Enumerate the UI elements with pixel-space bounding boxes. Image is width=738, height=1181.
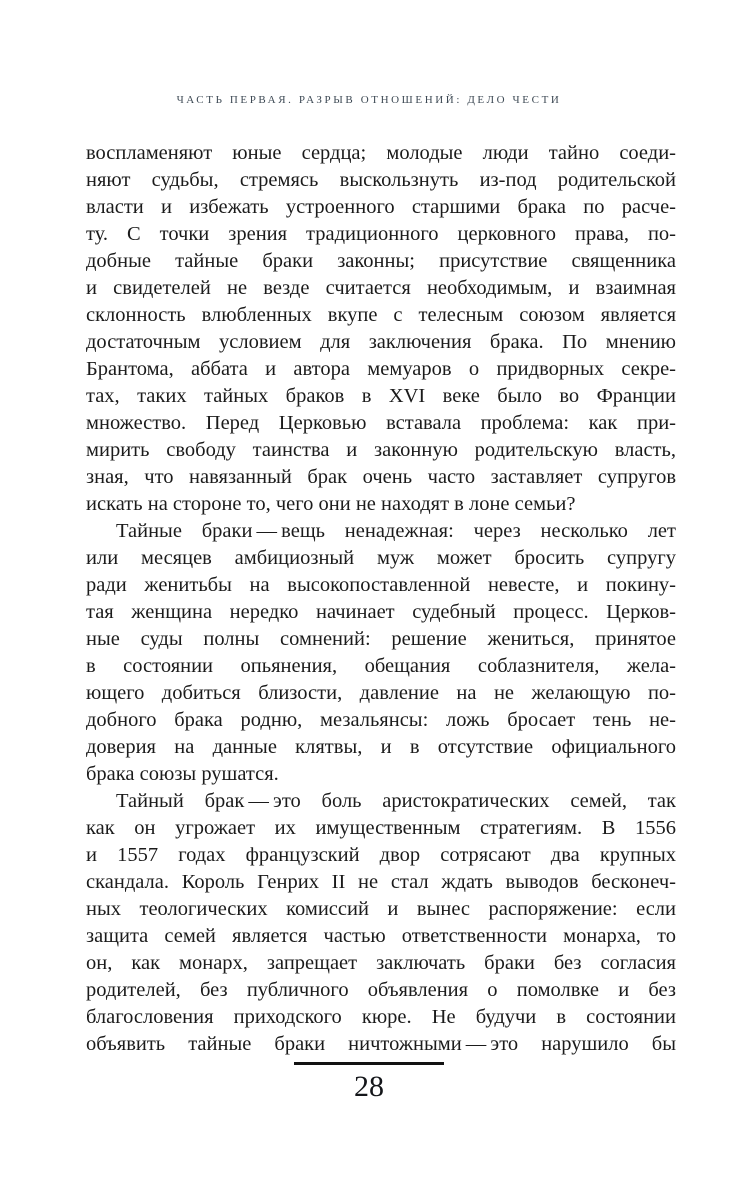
text-line: множество. Перед Церковью вставала проблема: как при- [86,412,676,434]
text-line: и 1557 годах французский двор сотрясают два крупных [86,844,676,866]
footer-rule [294,1062,444,1065]
text-line: доверия на данные клятвы, и в отсутствие официального [86,736,676,758]
text-line: тая женщина нередко начинает судебный процесс. Церков- [86,601,676,623]
text-line: ради женитьбы на высокопоставленной невесте, и покину- [86,574,676,596]
text-line: в состоянии опьянения, обещания соблазнителя, жела- [86,655,676,677]
text-line: ные суды полны сомнений: решение жениться, принятое [86,628,676,650]
text-line: родителей, без публичного объявления о помолвке и без [86,979,676,1001]
text-line: зная, что навязанный брак очень часто заставляет супругов [86,466,676,488]
text-line: ту. С точки зрения традиционного церковного права, по- [86,223,676,245]
text-line: воспламеняют юные сердца; молодые люди тайно соеди- [86,142,676,164]
text-line: и свидетелей не везде считается необходимым, и взаимная [86,277,676,299]
text-line: защита семей является частью ответственности монарха, то [86,925,676,947]
text-line: власти и избежать устроенного старшими брака по расче- [86,196,676,218]
text-line: добного брака родню, мезальянсы: ложь бросает тень не- [86,709,676,731]
text-line: тах, таких тайных браков в XVI веке было во Франции [86,385,676,407]
text-line: добные тайные браки законны; присутствие священника [86,250,676,272]
text-line: или месяцев амбициозный муж может бросить супругу [86,547,676,569]
text-line: ющего добиться близости, давление на не желающую по- [86,682,676,704]
text-line: искать на стороне то, чего они не находят в лоне семьи? [86,493,576,515]
page-body [86,140,676,1058]
text-line: как он угрожает их имущественным стратегиям. В 1556 [86,817,676,839]
page-footer [74,1062,664,1102]
text-line: скандала. Король Генрих II не стал ждать выводов бесконеч- [86,871,676,893]
running-header: ЧАСТЬ ПЕРВАЯ. РАЗРЫВ ОТНОШЕНИЙ: ДЕЛО ЧЕСТИ [176,94,562,106]
text-line: брака союзы рушатся. [86,763,279,785]
text-line: няют судьбы, стремясь выскользнуть из-под родительской [86,169,676,191]
text-line: Тайный брак — это боль аристократических семей, так [116,790,676,812]
text-line: склонность влюбленных вкупе с телесным союзом является [86,304,676,326]
text-line: благословения приходского кюре. Не будучи в состоянии [86,1006,676,1028]
text-line: ных теологических комиссий и вынес распоряжение: если [86,898,676,920]
text-line: Брантома, аббата и автора мемуаров о придворных секре- [86,358,676,380]
text-line: объявить тайные браки ничтожными — это нарушило бы [86,1033,676,1055]
text-line: достаточным условием для заключения брака. По мнению [86,331,676,353]
text-line: Тайные браки — вещь ненадежная: через несколько лет [116,520,676,542]
page-number: 28 [354,1070,384,1103]
text-line: мирить свободу таинства и законную родительскую власть, [86,439,676,461]
text-line: он, как монарх, запрещает заключать браки без согласия [86,952,676,974]
